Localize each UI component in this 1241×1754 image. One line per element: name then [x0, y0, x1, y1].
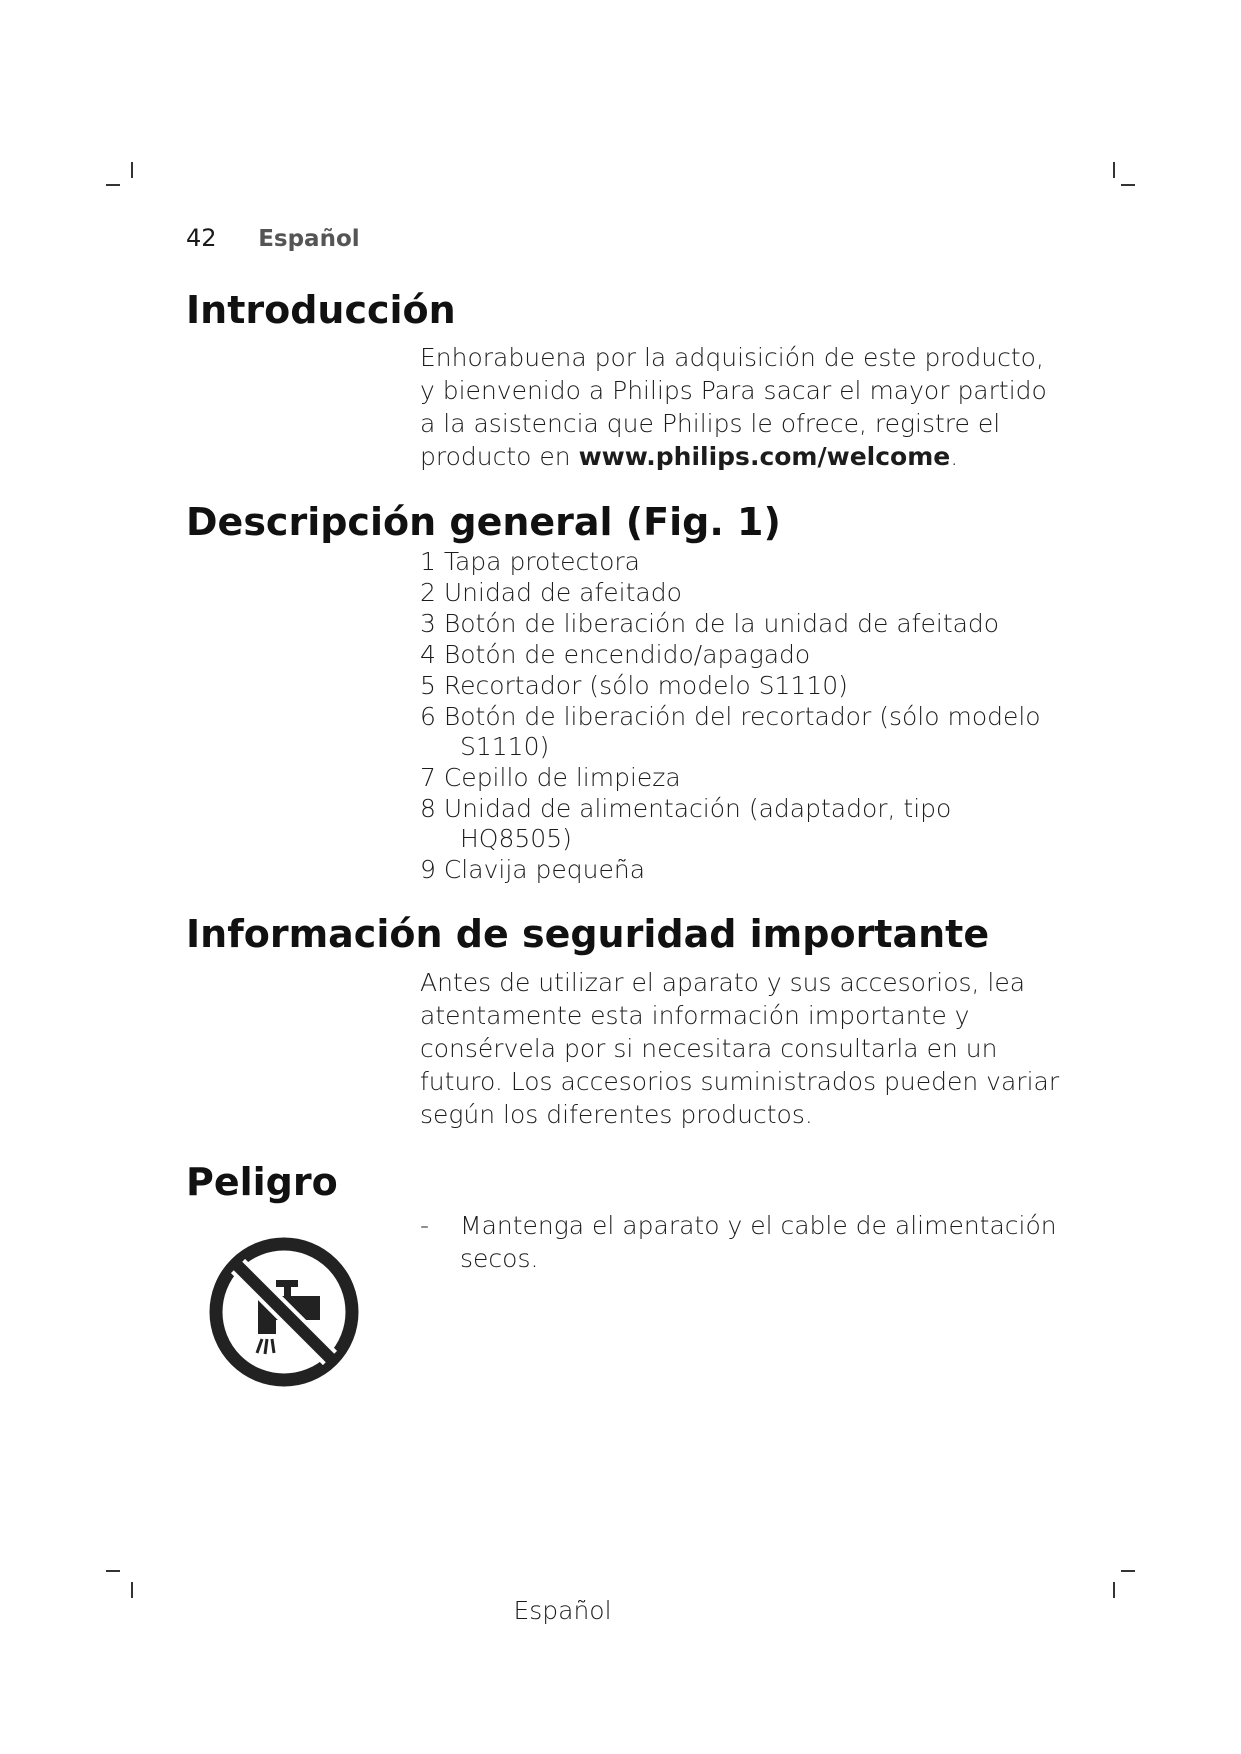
safety-title: Información de seguridad importante [186, 912, 990, 956]
list-item: 5 Recortador (sólo modelo S1110) [420, 671, 848, 700]
list-item: 6 Botón de liberación del recortador (sólo modelo S1110) [420, 702, 1041, 761]
page-number: 42 [186, 224, 217, 252]
list-item: 1 Tapa protectora [420, 547, 640, 576]
danger-title: Peligro [186, 1160, 338, 1204]
intro-text-end: . [950, 442, 959, 471]
danger-item-text: Mantenga el aparato y el cable de alimentación secos. [460, 1211, 1057, 1273]
list-item: 4 Botón de encendido/apagado [420, 640, 811, 669]
header-language: Español [258, 226, 360, 252]
list-item: 3 Botón de liberación de la unidad de afeitado [420, 609, 1000, 638]
crop-mark [1121, 1570, 1135, 1572]
crop-mark [106, 184, 120, 186]
no-water-icon [208, 1236, 360, 1388]
list-item: 2 Unidad de afeitado [420, 578, 682, 607]
overview-title: Descripción general (Fig. 1) [186, 500, 781, 544]
footer-language: Español [513, 1596, 612, 1625]
crop-mark [1121, 184, 1135, 186]
intro-text [420, 341, 1060, 473]
intro-text-body: Enhorabuena por la adquisición de este producto, y bienvenido a Philips Para sacar el mayor partido a la asistencia que Philips le ofrece, registre el producto en [420, 343, 1047, 471]
crop-mark [106, 1570, 120, 1572]
danger-list-container [420, 1209, 1060, 1275]
danger-list [420, 1209, 1060, 1275]
welcome-link[interactable]: www.philips.com/welcome [578, 442, 951, 471]
bullet-dash: - [420, 1211, 430, 1240]
overview-list [420, 547, 1060, 885]
list-item: 7 Cepillo de limpieza [420, 763, 681, 792]
list-item: 9 Clavija pequeña [420, 855, 646, 884]
overview-list-container [420, 547, 1060, 886]
intro-title: Introducción [186, 288, 456, 332]
list-item [420, 1209, 1060, 1275]
list-item: 8 Unidad de alimentación (adaptador, tipo HQ8505) [420, 794, 952, 853]
crop-mark [1113, 162, 1115, 178]
safety-text: Antes de utilizar el aparato y sus accesorios, lea atentamente esta información importante y consérvela por si necesitara consultarla en un futuro. Los accesorios suministrados pueden variar según los diferentes productos. [420, 968, 1060, 1129]
crop-mark [131, 162, 133, 178]
page-header [186, 224, 360, 252]
